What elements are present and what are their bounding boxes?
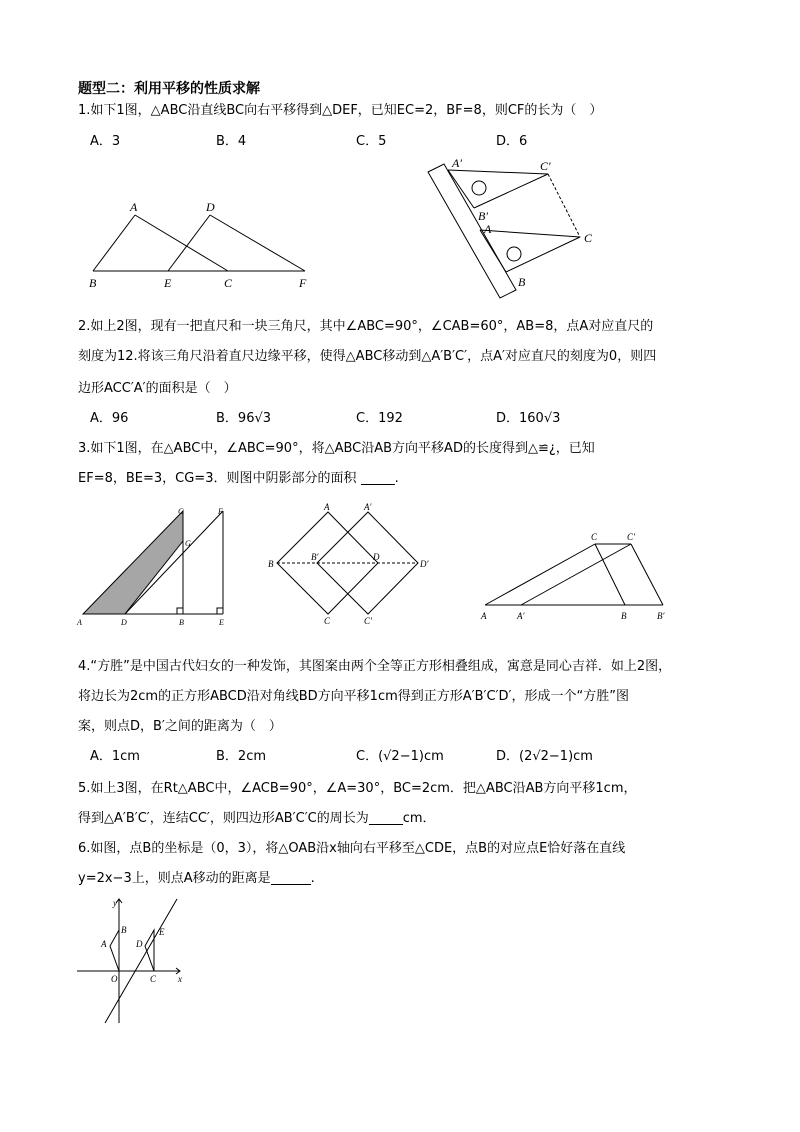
fig3b-label-c: C — [324, 616, 331, 626]
q6-line-2-end: . — [310, 871, 315, 886]
fig3a-label-e: E — [219, 618, 224, 627]
fig6-label-x: x — [178, 974, 182, 984]
q6-answer-blank[interactable] — [271, 872, 311, 885]
figure-6 — [75, 895, 200, 1030]
fig2-label-c-prime: C′ — [540, 159, 551, 173]
fig1-label-a: A — [130, 200, 138, 214]
fig6-label-y: y — [113, 898, 117, 908]
q4-option-b: B．2cm — [216, 749, 267, 764]
fig2-label-b-prime: B′ — [478, 209, 488, 223]
q1-option-b: B．4 — [216, 134, 247, 149]
fig3b-label-d: D — [373, 552, 380, 562]
fig3c-label-b: B — [621, 611, 627, 621]
fig3c-label-b-prime: B′ — [657, 611, 665, 621]
q6-line-2 — [78, 870, 315, 888]
figure-3c — [475, 530, 675, 625]
fig1-label-f: F — [299, 276, 307, 290]
fig3a-label-g: G — [185, 539, 191, 548]
fig3b-label-a: A — [324, 502, 330, 512]
fig3b-label-b: B — [268, 559, 274, 569]
fig3b-label-c-prime: C′ — [364, 616, 372, 626]
q5-line-1: 5.如上3图，在Rt△ABC中，∠ACB=90°，∠A=30°，BC=2cm．把△ABC沿AB方向平移1cm， — [78, 781, 637, 796]
fig2-label-c: C — [584, 231, 593, 245]
q1-option-a: A．3 — [90, 134, 121, 149]
q4-line-3: 案，则点D，B′之间的距离为（ ） — [78, 719, 282, 734]
q5-answer-blank[interactable] — [369, 812, 403, 825]
q3-line-2 — [78, 470, 399, 488]
q1-option-c: C．5 — [356, 134, 387, 149]
q4-option-c: C．(√2−1)cm — [356, 749, 444, 764]
q4-line-1: 4.“方胜”是中国古代妇女的一种发饰，其图案由两个全等正方形相叠组成，寓意是同心吉祥．如上2图， — [78, 659, 672, 674]
fig2-label-a: A — [484, 222, 492, 236]
section-title: 题型二：利用平移的性质求解 — [78, 81, 260, 97]
fig3b-label-b-prime: B′ — [311, 552, 319, 562]
fig6-label-o: O — [111, 974, 118, 984]
q4-line-2: 将边长为2cm的正方形ABCD沿对角线BD方向平移1cm得到正方形A′B′C′D′，形成一个“方胜”图 — [78, 689, 629, 704]
fig2-label-b: B — [518, 275, 526, 289]
q2-option-b: B．96√3 — [216, 411, 272, 426]
q6-line-2-text: y=2x−3上，则点A移动的距离是 — [78, 871, 271, 886]
q2-line-2: 刻度为12.将该三角尺沿着直尺边缘平移，使得△ABC移动到△A′B′C′，点A′对应直尺的刻度为0，则四 — [78, 349, 657, 364]
q3-answer-blank[interactable] — [361, 472, 395, 485]
fig2-label-a-prime: A′ — [452, 156, 462, 170]
fig1-label-b: B — [89, 276, 97, 290]
q6-line-1: 6.如图，点B的坐标是（0，3），将△OAB沿x轴向右平移至△CDE，点B的对应点E恰好落在直线 — [78, 841, 626, 856]
q3-line-2-end: . — [394, 471, 399, 486]
q2-option-a: A．96 — [90, 411, 129, 426]
q4-option-d: D．(2√2−1)cm — [496, 749, 593, 764]
q3-line-2-text: EF=8，BE=3，CG=3．则图中阴影部分的面积 — [78, 471, 357, 486]
fig6-label-c: C — [150, 974, 157, 984]
fig3a-label-a: A — [77, 618, 82, 627]
fig3a-label-d: D — [121, 618, 127, 627]
figure-3b — [265, 500, 435, 630]
fig1-label-c: C — [224, 276, 233, 290]
fig3b-label-d-prime: D′ — [420, 559, 429, 569]
q3-line-1: 3.如下1图，在△ABC中，∠ABC=90°，将△ABC沿AB方向平移AD的长度得到△≌¿，已知 — [78, 441, 595, 456]
fig6-label-e: E — [159, 927, 165, 937]
q2-line-1: 2.如上2图，现有一把直尺和一块三角尺，其中∠ABC=90°，∠CAB=60°，AB=8，点A对应直尺的 — [78, 319, 654, 334]
fig3c-label-c: C — [591, 532, 598, 542]
fig3a-label-f: F — [218, 507, 223, 516]
fig3c-label-c-prime: C′ — [627, 532, 635, 542]
figure-1 — [80, 195, 340, 295]
q5-line-2-unit: cm． — [402, 811, 436, 826]
fig3b-label-a-prime: A′ — [364, 502, 372, 512]
q5-line-2-text: 得到△A′B′C′，连结CC′，则四边形AB′C′C的周长为 — [78, 811, 369, 826]
q1-option-d: D．6 — [496, 134, 528, 149]
q5-line-2 — [78, 810, 436, 828]
q1-text: 1.如下1图，△ABC沿直线BC向右平移得到△DEF，已知EC=2，BF=8，则CF的长为（ ） — [78, 103, 603, 118]
q4-option-a: A．1cm — [90, 749, 140, 764]
fig1-label-d: D — [206, 200, 215, 214]
q2-option-c: C．192 — [356, 411, 403, 426]
fig3c-label-a-prime: A′ — [517, 611, 525, 621]
q2-option-d: D．160√3 — [496, 411, 561, 426]
fig6-label-b: B — [121, 925, 127, 935]
fig6-label-d: D — [136, 939, 143, 949]
figure-3a — [75, 505, 245, 630]
fig3c-label-a: A — [481, 611, 487, 621]
fig6-label-a: A — [101, 939, 107, 949]
fig3a-label-b: B — [179, 618, 184, 627]
fig3a-label-c: C — [178, 507, 184, 516]
q2-line-3: 边形ACC′A′的面积是（ ） — [78, 381, 237, 396]
figure-2 — [420, 150, 610, 300]
fig1-label-e: E — [164, 276, 172, 290]
